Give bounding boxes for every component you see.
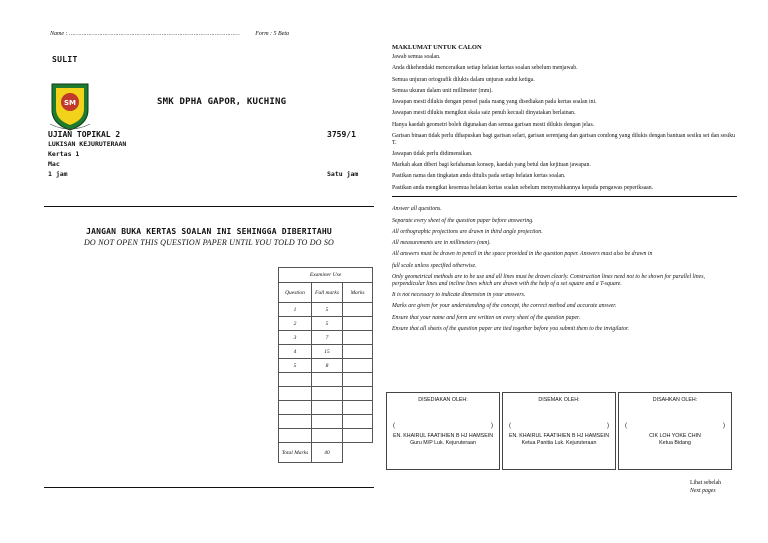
signature-role: DISEDIAKAN OLEH: <box>418 397 468 403</box>
total-label: Total Marks <box>279 443 312 463</box>
signature-box-approved: DISAHKAN OLEH: ( ) CIK LOH YOKE CHIN Ketua Bidang <box>618 392 732 470</box>
table-row <box>279 317 373 331</box>
next-page-malay: Lihat sebelah <box>690 480 722 486</box>
table-row-empty <box>279 429 373 443</box>
instruction-en: Separate every sheet of the question paper before answering. <box>392 217 534 224</box>
col-header-marks: Marks <box>343 283 373 303</box>
name-label: Name : …………………………………………………………………………………… <box>50 31 240 37</box>
instruction-ms: Anda dikehendaki menceraikan setiap helaian kertas soalan sebelum menjawab. <box>392 65 578 72</box>
instruction-ms: Markah akan diberi bagi kefahaman konsep, kaedah yang betul dan kejituan jawapan. <box>392 162 591 169</box>
question-number: 5 <box>279 359 312 373</box>
table-row-empty <box>279 387 373 401</box>
table-row <box>279 345 373 359</box>
instruction-en: Ensure that your name and form are written on every sheet of the question paper. <box>392 314 581 321</box>
signature-name: EN. KHAIRUL FAATIHIEN B HJ HAMSEIN <box>508 433 610 439</box>
instructions-heading: MAKLUMAT UNTUK CALON <box>392 44 482 51</box>
instruction-en: All measurements are in millimeters (mm). <box>392 240 491 247</box>
instruction-ms: Jawapan mesti dilukis dengan pensel pada ruang yang disediakan pada kertas soalan ini. <box>392 99 597 105</box>
classification-label: SULIT <box>52 55 78 64</box>
question-number: 2 <box>279 317 312 331</box>
full-marks-cell: 15 <box>312 345 343 359</box>
school-name: SMK DPHA GAPOR, KUCHING <box>157 97 287 107</box>
instruction-en: It is not necessary to indicate dimension in your answers. <box>392 292 526 299</box>
instruction-ms: Semua ukuran dalam unit millimeter (mm). <box>392 87 493 94</box>
svg-text:SM: SM <box>63 99 77 107</box>
signature-title: Ketua Bidang <box>659 440 691 447</box>
instruction-en: All orthographic projections are drawn in third angle projection. <box>392 228 543 235</box>
signature-box-prepared: DISEDIAKAN OLEH: ( ) EN. KHAIRUL FAATIHIEN B HJ HAMSEIN Guru M/P Luk. Kejuruteraan <box>386 392 500 470</box>
table-row-empty <box>279 401 373 415</box>
col-header-question: Question <box>279 283 312 303</box>
signature-role: DISAHKAN OLEH: <box>652 397 698 403</box>
instruction-en: full scale unless specified otherwise. <box>392 262 477 269</box>
full-marks-cell: 7 <box>312 331 343 345</box>
instruction-ms: Jawapan mesti dilukis mengikut skala saiz penuh kecuali dinyatakan berlainan. <box>392 110 576 117</box>
next-page-english: Next pages <box>690 488 716 494</box>
table-row <box>279 359 373 373</box>
table-row <box>279 331 373 345</box>
candidate-information <box>392 44 737 337</box>
question-number: 3 <box>279 331 312 345</box>
table-row-empty <box>279 373 373 387</box>
total-value: 40 <box>312 443 343 463</box>
question-number: 4 <box>279 345 312 359</box>
instruction-ms: Pastikan nama dan tingkatan anda ditulis pada setiap helaian kertas soalan. <box>392 173 566 180</box>
warning-english: DO NOT OPEN THIS QUESTION PAPER UNTIL YOU TOLD TO DO SO <box>83 238 335 247</box>
instruction-en: All answers must be drawn in pencil in the space provided in the question paper. Answers must also be drawn in <box>392 251 653 258</box>
signature-name: EN. KHAIRUL FAATIHIEN B HJ HAMSEIN <box>392 433 494 439</box>
full-marks-cell: 5 <box>312 317 343 331</box>
paper-label: Kertas 1 <box>48 150 80 158</box>
instruction-en: Ensure that all sheets of the question paper are tied together before you submit them to the invigilator. <box>392 325 629 332</box>
table-row-empty <box>279 415 373 429</box>
instruction-ms: Hanya kaedah geometri boleh digunakan dan semua garisan mesti dilukis dengan jelas. <box>392 121 595 128</box>
divider-top <box>44 206 374 207</box>
instruction-ms: Jawapan tidak perlu didimensikan. <box>392 150 473 157</box>
instruction-ms: Pastikan anda mengikat kesemua helaian kertas soalan sebelum menyerahkannya kepada pengawas peperiksaan. <box>392 184 654 191</box>
school-crest-icon <box>48 80 92 132</box>
marks-cell <box>343 359 373 373</box>
full-marks-cell: 8 <box>312 359 343 373</box>
signature-title: Ketua Panitia Luk. Kejuruteraan <box>521 440 597 447</box>
duration-label: Satu jam <box>327 170 359 178</box>
instruction-en: Marks are given for your understanding of the concept, the correct method and accurate answer. <box>392 303 617 310</box>
signature-name: CIK LOH YOKE CHIN <box>649 433 701 439</box>
examiner-table <box>278 267 373 463</box>
divider-right <box>392 196 737 197</box>
total-row <box>279 443 373 463</box>
instruction-ms: Semua unjuran ortografik dilukis dalam unjuran sudut ketiga. <box>392 76 535 83</box>
marks-cell <box>343 345 373 359</box>
subject-label: LUKISAN KEJURUTERAAN <box>48 140 127 148</box>
divider-bottom <box>44 487 374 488</box>
signature-box-checked: DISEMAK OLEH: ( ) EN. KHAIRUL FAATIHIEN B HJ HAMSEIN Ketua Panitia Luk. Kejuruteraan <box>502 392 616 470</box>
full-marks-cell: 5 <box>312 303 343 317</box>
signature-title: Guru M/P Luk. Kejuruteraan <box>410 440 476 447</box>
instruction-ms: Garisan binaan tidak perlu dihapuskan bagi garisan selari, garisan serenjang dan garisan condong yang dilukis dengan bantuan sesiku set dan sesiku T. <box>392 132 736 146</box>
question-number: 1 <box>279 303 312 317</box>
name-form-line <box>50 31 289 37</box>
instruction-ms: Jawab semua soalan. <box>392 54 441 60</box>
instruction-en: Only geometrical methods are to be use and all lines must be drawn clearly. Construction lines need not to be shown for parallel lines, perpendicular lines and incline lines which are drawn with the help of a set square and a T-square. <box>392 273 705 287</box>
table-row <box>279 303 373 317</box>
exam-title: UJIAN TOPIKAL 2 <box>48 130 121 139</box>
marks-cell <box>343 303 373 317</box>
paper-code: 3759/1 <box>327 130 356 139</box>
form-label: Form : 5 Beta <box>255 31 290 37</box>
col-header-full-marks: Full marks <box>312 283 343 303</box>
instruction-en: Answer all questions. <box>392 206 442 213</box>
signature-role: DISEMAK OLEH: <box>538 397 580 403</box>
warning-malay: JANGAN BUKA KERTAS SOALAN INI SEHINGGA DIBERITAHU <box>86 227 332 236</box>
examiner-table-title: Examiner Use <box>279 268 373 283</box>
marks-cell <box>343 331 373 345</box>
marks-cell <box>343 317 373 331</box>
hours-label: 1 jam <box>48 170 68 178</box>
month-label: Mac <box>48 160 60 168</box>
